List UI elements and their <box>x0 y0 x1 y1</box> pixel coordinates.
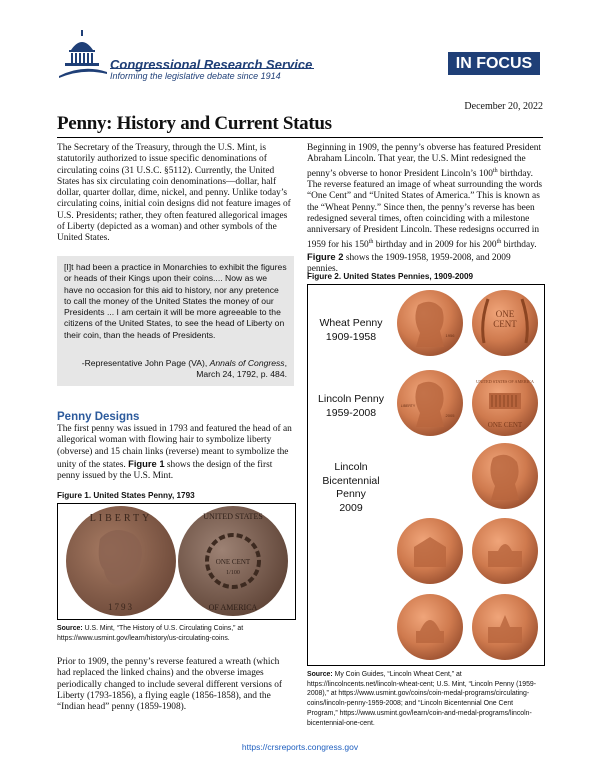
crs-dome-logo <box>57 28 109 80</box>
quote-attribution: -Representative John Page (VA), Annals of Congress, March 24, 1792, p. 484. <box>81 358 287 380</box>
memorial-columns-icon <box>492 395 516 407</box>
title-rule <box>57 137 543 138</box>
quote-text: [I]t had been a practice in Monarchies to exhibit the figures or heads of their Kings upon their coins.... Now as we have no occasion for this aid to history, nor any pretence to call the money of the United States the money of our Presidents ... I am certain it will be more agreeable to the citizens of the United States, to see the head of Liberty on their coin, than the heads of Presidents. <box>64 262 287 340</box>
wheat-penny-label: Wheat Penny 1909-1958 <box>319 317 383 343</box>
figure-2-coins <box>392 285 544 665</box>
footer-link[interactable]: https://crsreports.congress.gov <box>241 742 359 752</box>
memorial-obverse-year: 2005 <box>445 413 455 418</box>
figure-1-link[interactable]: Figure 1 <box>128 457 165 469</box>
lincoln-penny-label: Lincoln Penny 1959-2008 <box>318 393 384 419</box>
lincoln-bust-icon <box>415 302 444 347</box>
in-focus-badge: IN FOCUS <box>448 52 540 75</box>
memorial-reverse-top: UNITED STATES OF AMERICA <box>476 379 534 384</box>
figure-1-box <box>57 503 296 620</box>
figure-2-source: Source: My Coin Guides, “Lincoln Wheat Cent,” at https://lincolncents.net/lincoln-wheat-cent; U.S. Mint, “Lincoln Penny (1959-2008),” at https://www.usmint.gov/coins/coin-medal-programs/circulating-coins/lincoln-penny-1959-2008; and “Lincoln Bicentennial One Cent Program,” https://www.usmint.gov/learn/coin-and-medal-programs/lincoln-bicentennial-one-cent. <box>307 671 537 727</box>
lincoln-bust-icon <box>490 455 519 500</box>
wheat-reverse-cent: CENT <box>493 319 517 329</box>
lincoln-bust-icon <box>415 382 444 427</box>
prior-paragraph: Prior to 1909, the penny’s reverse featured a wreath (which had replaced the linked chains) and the obverse images periodically changed to include several different versions of Liberty (1793-1856), a flying eagle (1856-1858), and the “Indian head” penny (1859-1908). <box>57 657 283 713</box>
figure-2-box <box>307 284 545 666</box>
designs-paragraph: The first penny was issued in 1793 and featured the head of an allegorical woman with flowing hair to symbolize liberty (obverse) and 15 chain links (reverse) meant to symbolize the unity of the states. Figure 1 shows the design of the first penny issued by the U.S. Mint. <box>57 424 292 482</box>
penny-1793-reverse-bottom: OF AMERICA <box>208 603 258 612</box>
wheat-obverse-year: 1956 <box>445 333 455 338</box>
figure-1-source: Source: U.S. Mint, “The History of U.S. Circulating Coins,” at https://www.usmint.gov/learn/history/us-circulating-coins. <box>57 625 244 642</box>
penny-1793-reverse-top: UNITED STATES <box>203 512 263 521</box>
intro-paragraph: The Secretary of the Treasury, through the U.S. Mint, is statutorily authorized to issue specific denominations of circulating coins (31 U.S.C. §5112). Currently, the United States has six circulating coin denominations—dollar, half dollar, quarter dollar, dime, nickel, and penny. Unlike today’s circulating coins, initial coin designs did not feature images of U.S. Presidents; rather, they often featured allegorical images of Liberty (depicted as a woman) and other symbols of the United States. <box>57 143 291 244</box>
figure-1-caption: Figure 1. United States Penny, 1793 <box>57 491 195 500</box>
penny-1793-year-text: 1793 <box>108 602 134 612</box>
figure-1-coins <box>58 504 295 619</box>
section-heading: Penny Designs <box>57 411 140 423</box>
figure-2-link[interactable]: Figure 2 <box>307 250 344 262</box>
wheat-reverse-one: ONE <box>495 309 515 319</box>
page-title: Penny: History and Current Status <box>57 113 332 134</box>
bicentennial-penny-label: Lincoln Bicentennial Penny 2009 <box>322 461 380 514</box>
report-date: December 20, 2022 <box>464 101 543 112</box>
memorial-reverse-bottom: ONE CENT <box>487 421 523 429</box>
penny-1793-liberty-text: LIBERTY <box>89 513 153 524</box>
memorial-obverse-liberty: LIBERTY <box>400 404 416 408</box>
org-name: Congressional Research Service <box>110 57 313 72</box>
org-tagline: Informing the legislative debate since 1914 <box>110 71 281 81</box>
penny-1793-reverse-center: ONE CENT <box>215 558 251 566</box>
header-rule <box>110 68 314 69</box>
quote-box <box>57 256 294 386</box>
lincoln-paragraph: Beginning in 1909, the penny’s obverse has featured President Abraham Lincoln. That year, the U.S. Mint redesigned the penny’s obverse to honor President Lincoln’s 100th birthday. The reverse featured an image of wheat surrounding the words “One Cent” and “United States of America.” This is known as the “Wheat Penny.” Since then, the penny’s reverse has been redesigned several times, often coinciding with a milestone anniversary of President Lincoln. These redesigns occurred in 1959 for his 150th birthday and in 2009 for his 200th birthday. Figure 2 shows the 1909-1958, 1959-2008, and 2009 pennies. <box>307 143 543 275</box>
penny-1793-reverse-fraction: 1/100 <box>226 570 240 576</box>
figure-2-caption: Figure 2. United States Pennies, 1909-2009 <box>307 272 474 281</box>
